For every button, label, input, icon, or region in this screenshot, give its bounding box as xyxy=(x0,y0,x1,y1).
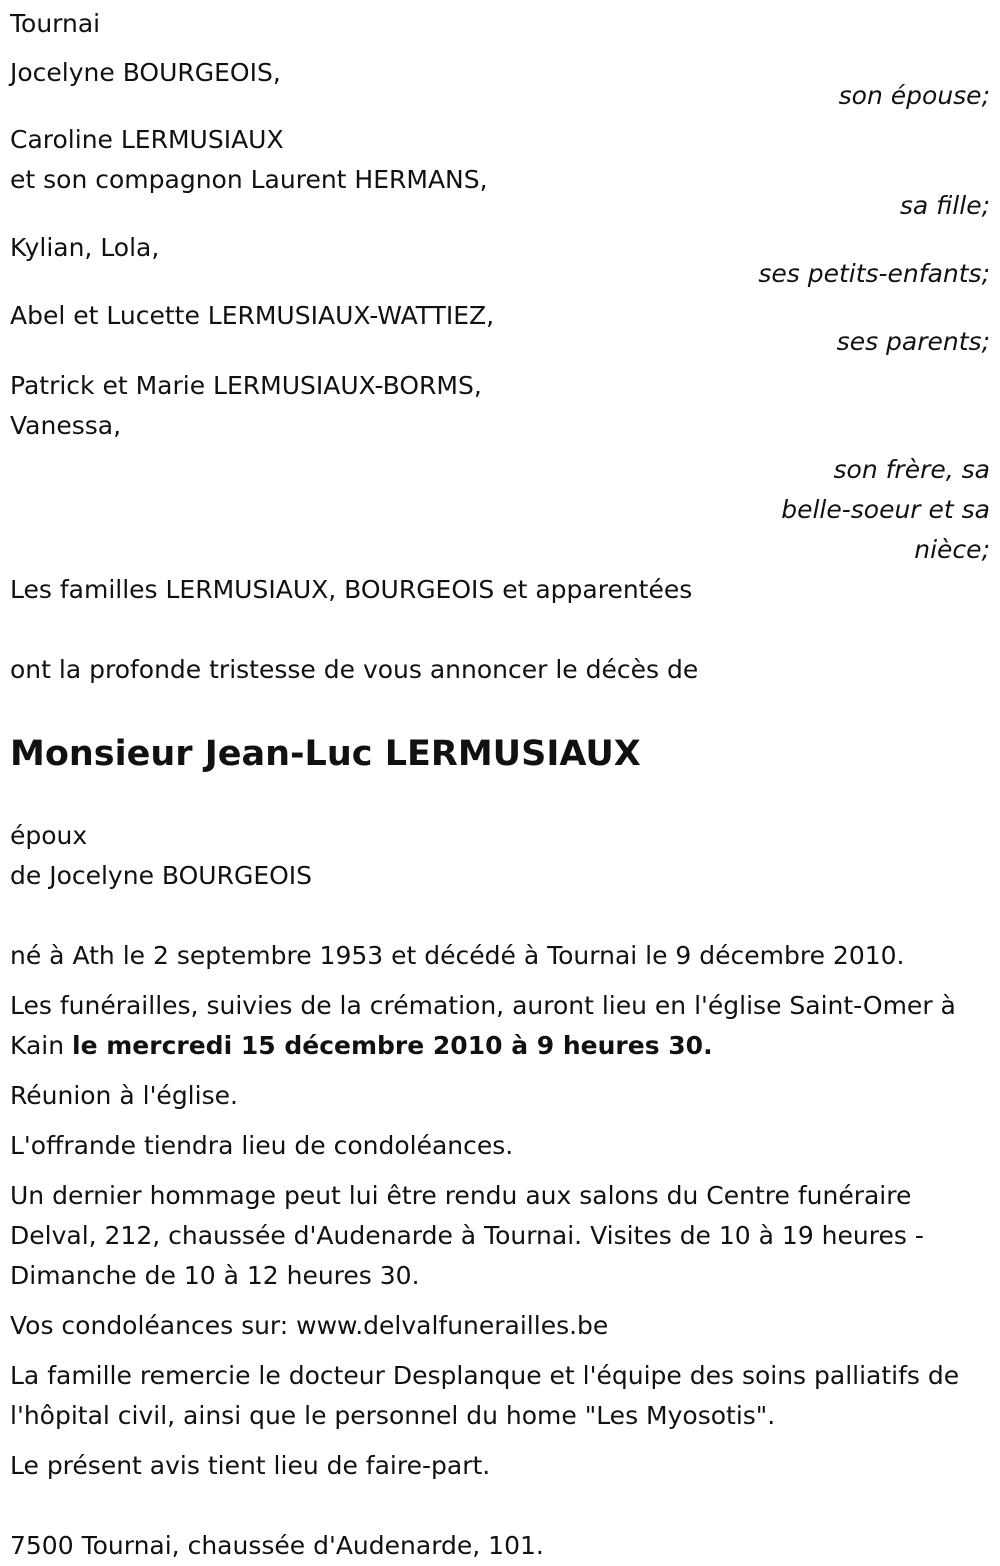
funeral-text: Les funérailles, suivies de la crémation, auront lieu en l'église Saint-Omer à Kain xyxy=(10,991,956,1060)
family-group-siblings xyxy=(10,366,990,570)
offering-line: L'offrande tiendra lieu de condoléances. xyxy=(10,1131,514,1160)
thanks-paragraph: La famille remercie le docteur Desplanque et l'équipe des soins palliatifs de l'hôpital civil, ainsi que le personnel du home "Les Myosotis". xyxy=(10,1361,960,1430)
family-relation: son frère, sa xyxy=(833,455,990,484)
family-group-daughter xyxy=(10,120,990,218)
family-name-line: Abel et Lucette LERMUSIAUX-WATTIEZ, xyxy=(10,301,495,330)
family-relation: ses parents; xyxy=(836,327,990,356)
meeting-line: Réunion à l'église. xyxy=(10,1081,238,1110)
birth-death-line: né à Ath le 2 septembre 1953 et décédé à Tournai le 9 décembre 2010. xyxy=(10,941,905,970)
families-line: Les familles LERMUSIAUX, BOURGEOIS et apparentées xyxy=(10,575,693,604)
family-relation: son épouse; xyxy=(838,81,990,110)
announcement-line: ont la profonde tristesse de vous annoncer le décès de xyxy=(10,655,699,684)
family-name-line: et son compagnon Laurent HERMANS, xyxy=(10,165,488,194)
family-group-grandchildren xyxy=(10,230,990,286)
family-name-line: Caroline LERMUSIAUX xyxy=(10,125,284,154)
family-relation: belle-soeur et sa xyxy=(781,495,990,524)
family-relation: nièce; xyxy=(914,535,990,564)
address-line: 7500 Tournai, chaussée d'Audenarde, 101. xyxy=(10,1531,544,1560)
funeral-date: le mercredi 15 décembre 2010 à 9 heures 30. xyxy=(72,1031,713,1060)
family-group-parents xyxy=(10,298,990,354)
family-name-line: Vanessa, xyxy=(10,411,122,440)
deceased-name: Monsieur Jean-Luc LERMUSIAUX xyxy=(10,734,641,774)
family-relation: ses petits-enfants; xyxy=(758,259,990,288)
tribute-paragraph: Un dernier hommage peut lui être rendu aux salons du Centre funéraire Delval, 212, chaussée d'Audenarde à Tournai. Visites de 10 à 19 heures - Dimanche de 10 à 12 heures 30. xyxy=(10,1181,924,1290)
city-header: Tournai xyxy=(10,9,101,38)
spouse-label: époux xyxy=(10,821,88,850)
funeral-paragraph xyxy=(10,986,990,1066)
family-relation: sa fille; xyxy=(899,191,990,220)
family-name-line: Patrick et Marie LERMUSIAUX-BORMS, xyxy=(10,371,482,400)
notice-line: Le présent avis tient lieu de faire-part. xyxy=(10,1451,491,1480)
condolences-line: Vos condoléances sur: www.delvalfunerailles.be xyxy=(10,1311,609,1340)
family-name-line: Kylian, Lola, xyxy=(10,233,160,262)
family-name-line: Jocelyne BOURGEOIS, xyxy=(10,58,281,87)
family-group-spouse xyxy=(10,54,990,108)
spouse-name: de Jocelyne BOURGEOIS xyxy=(10,861,313,890)
